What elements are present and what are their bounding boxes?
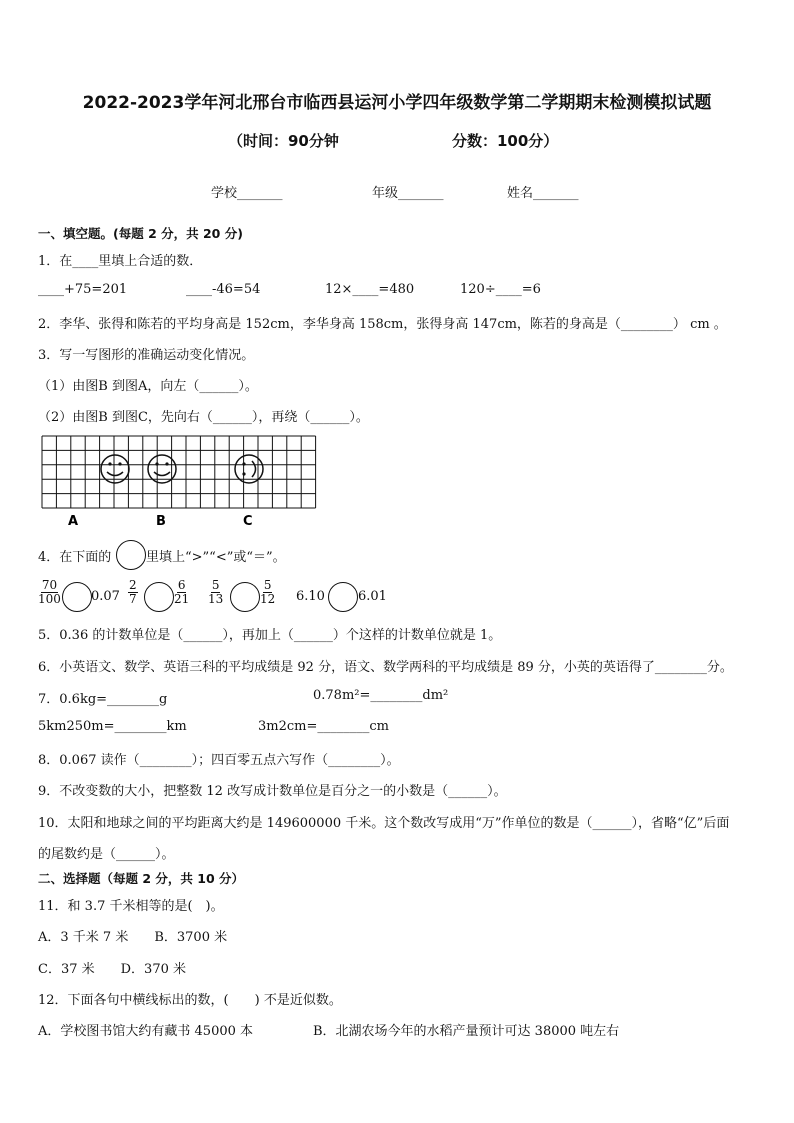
q12-text: 12．下面各句中横线标出的数，( ) 不是近似数。 — [38, 993, 342, 1008]
q4-suffix: 里填上“>”“<”或“＝”。 — [146, 550, 286, 565]
grade-field: 年级_______ — [372, 186, 444, 201]
fraction-denominator: 7 — [129, 592, 137, 606]
q4-value-1: 0.07 — [91, 589, 120, 604]
q3-part1: （1）由图B 到图A，向左（______）。 — [38, 379, 258, 394]
fraction-numerator: 2 — [129, 578, 137, 592]
q4-fraction-2 — [128, 579, 138, 606]
exam-time: （时间：90分钟 — [228, 132, 339, 150]
q4-fraction-5 — [260, 579, 275, 606]
fraction-denominator: 12 — [260, 592, 276, 606]
q9-text: 9．不改变数的大小，把整数 12 改写成计数单位是百分之一的小数是（______）。 — [38, 784, 507, 799]
grid-label-c: C — [243, 514, 253, 529]
exam-title: 2022-2023学年河北邢台市临西县运河小学四年级数学第二学期期末检测模拟试题 — [82, 93, 712, 113]
movement-grid-figure — [40, 434, 320, 534]
fraction-denominator: 100 — [38, 592, 61, 606]
q7-item-b: 0.78m²=________dm² — [313, 688, 449, 703]
q6-text: 6．小英语文、数学、英语三科的平均成绩是 92 分，语文、数学两科的平均成绩是 89 分，小英的英语得了________分。 — [38, 660, 733, 675]
q1-text: 1．在____里填上合适的数． — [38, 254, 203, 269]
q4-fraction-4 — [208, 579, 223, 606]
fraction-numerator: 5 — [263, 578, 272, 592]
q4-fraction-3 — [174, 579, 189, 606]
q5-text: 5．0.36 的计数单位是（______），再加上（______）个这样的计数单位就是 1。 — [38, 628, 502, 643]
name-field: 姓名_______ — [507, 186, 579, 201]
compare-circle-1[interactable] — [62, 582, 92, 612]
fraction-denominator: 21 — [174, 592, 190, 606]
q2-text: 2．李华、张得和陈若的平均身高是 152cm，李华身高 158cm，张得身高 147cm，陈若的身高是（________） cm 。 — [38, 317, 727, 332]
q4-example-circle — [116, 540, 146, 570]
q12-option-b: B．北湖农场今年的水稻产量预计可达 38000 吨左右 — [313, 1024, 620, 1039]
q3-text: 3．写一写图形的准确运动变化情况。 — [38, 348, 255, 363]
school-field: 学校_______ — [211, 186, 283, 201]
q7-item-c: 5km250m=________km — [38, 719, 187, 734]
fraction-numerator: 5 — [211, 578, 220, 592]
q11-text: 11．和 3.7 千米相等的是( )。 — [38, 899, 224, 914]
q7-item-a: 7．0.6kg=________g — [38, 692, 168, 707]
q4-prefix: 4．在下面的 — [38, 550, 112, 565]
fraction-numerator: 6 — [177, 578, 186, 592]
grid-label-b: B — [156, 514, 166, 529]
q1-item-c: 12×____=480 — [325, 282, 415, 297]
compare-circle-4[interactable] — [328, 582, 358, 612]
grid-label-a: A — [68, 514, 79, 529]
q4-fraction-1 — [38, 579, 61, 606]
compare-circle-2[interactable] — [144, 582, 174, 612]
exam-score: 分数：100分） — [452, 132, 559, 150]
q12-option-a: A．学校图书馆大约有藏书 45000 本 — [38, 1024, 254, 1039]
q4-value-2: 6.10 — [296, 589, 325, 604]
q1-item-b: ____-46=54 — [186, 282, 261, 297]
section1-heading: 一、填空题。(每题 2 分，共 20 分) — [38, 226, 243, 241]
q7-item-d: 3m2cm=________cm — [258, 719, 389, 734]
compare-circle-3[interactable] — [230, 582, 260, 612]
q1-item-a: ____+75=201 — [38, 282, 128, 297]
q10-line1: 10．太阳和地球之间的平均距离大约是 149600000 千米。这个数改写成用“万”作单位的数是（______），省略“亿”后面 — [38, 816, 730, 831]
q4-value-3: 6.01 — [358, 589, 387, 604]
q3-part2: （2）由图B 到图C，先向右（______），再绕（______）。 — [38, 410, 369, 425]
fraction-numerator: 70 — [41, 578, 58, 592]
section2-heading: 二、选择题（每题 2 分，共 10 分） — [38, 871, 245, 886]
q8-text: 8．0.067 读作（________）；四百零五点六写作（________）。 — [38, 753, 400, 768]
q1-item-d: 120÷____=6 — [460, 282, 541, 297]
fraction-denominator: 13 — [208, 592, 224, 606]
q10-line2: 的尾数约是（______）。 — [38, 847, 175, 862]
q11-options-ab: A．3 千米 7 米 B．3700 米 — [38, 930, 228, 945]
q11-options-cd: C．37 米 D．370 米 — [38, 962, 186, 977]
